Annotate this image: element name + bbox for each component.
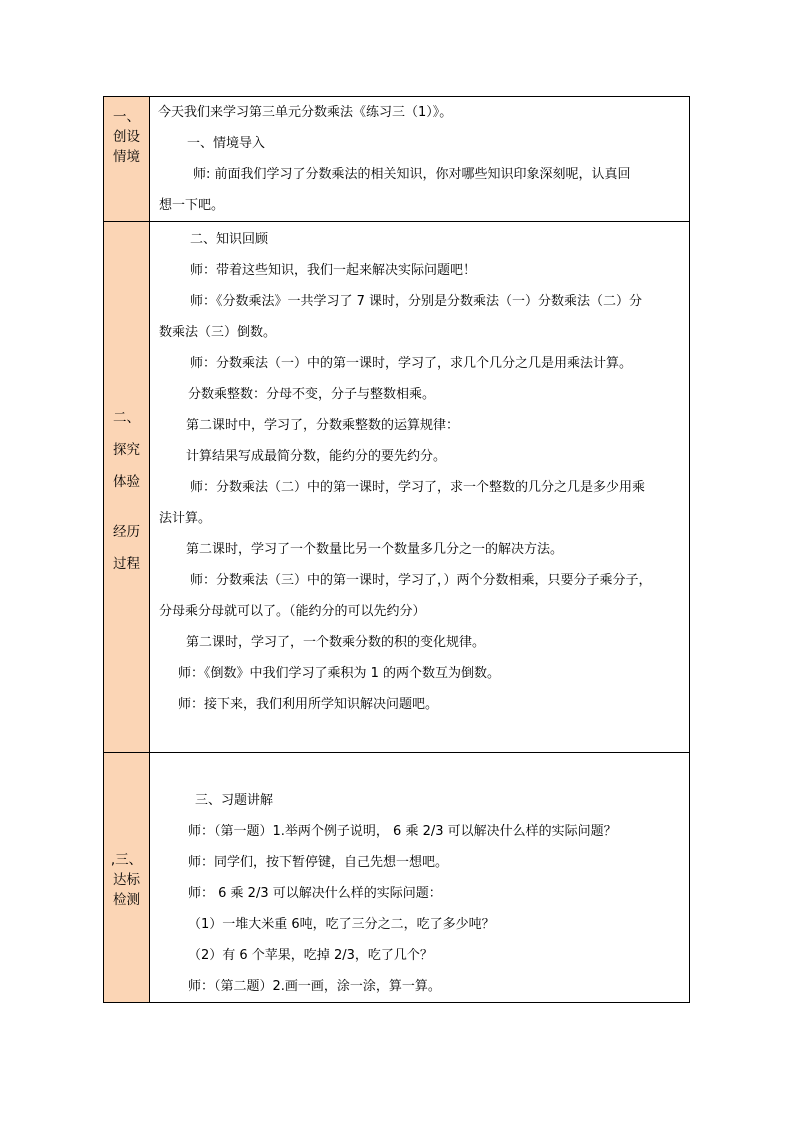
section-label-line: 探究 (113, 442, 140, 458)
example-line: （1）一堆大米重 6吨，吃了三分之二，吃了多少吨？ (188, 917, 495, 932)
subheading: 一、情境导入 (187, 136, 266, 151)
section-row-3 (104, 753, 690, 1003)
example-line: （2）有 6 个苹果，吃掉 2/3，吃了几个？ (188, 948, 433, 963)
teacher-line: 师：分数乘法（一）中的第一课时，学习了，求几个几分之几是用乘法计算。 (190, 356, 633, 371)
section-label-number: 一、 (113, 109, 140, 125)
teacher-line: 师：同学们，按下暂停键，自己先想一想吧。 (188, 855, 449, 870)
section-label-line: 过程 (113, 556, 140, 572)
section-label-cell (104, 222, 150, 753)
section-content-cell (150, 222, 690, 753)
teacher-line: 师： 6 乘 2/3 可以解决什么样的实际问题： (188, 886, 442, 901)
section-label-number: ,三、 (110, 852, 143, 868)
section-label-line: 经历 (113, 524, 140, 540)
teacher-line: 师：《倒数》中我们学习了乘积为 1 的两个数互为倒数。 (178, 666, 501, 681)
section-label-line: 创设 (113, 129, 140, 145)
teacher-line: 师：（第二题）2.画一画，涂一涂，算一算。 (188, 979, 441, 994)
teacher-line-continued: 想一下吧。 (159, 198, 225, 213)
lesson-plan-table (103, 96, 690, 1003)
teacher-line-continued: 数乘法（三）倒数。 (159, 325, 277, 340)
subheading: 二、知识回顾 (190, 232, 269, 247)
section-label-line: 达标 (113, 872, 140, 888)
section-content-cell (150, 753, 690, 1003)
section-row-2 (104, 222, 690, 753)
teacher-line: 师: 前面我们学习了分数乘法的相关知识，你对哪些知识印象深刻呢，认真回 (193, 167, 631, 182)
teacher-line-continued: 分母乘分母就可以了。（能约分的可以先约分） (159, 604, 426, 619)
teacher-line: 师：带着这些知识，我们一起来解决实际问题吧！ (190, 263, 477, 278)
content-line: 第二课时，学习了一个数量比另一个数量多几分之一的解决方法。 (186, 542, 564, 557)
teacher-line: 师：（第一题）1.举两个例子说明， 6 乘 2/3 可以解决什么样的实际问题？ (188, 824, 617, 839)
section-label-number: 二、 (113, 410, 140, 426)
content-line: 第二课时中，学习了，分数乘整数的运算规律： (186, 418, 460, 433)
section-label-cell (104, 753, 150, 1003)
content-line: 计算结果写成最简分数，能约分的要先约分。 (186, 449, 447, 464)
teacher-line: 师：分数乘法（三）中的第一课时，学习了，）两个分数相乘，只要分子乘分子， (190, 573, 652, 588)
content-line: 第二课时，学习了，一个数乘分数的积的变化规律。 (186, 635, 486, 650)
subheading: 三、习题讲解 (195, 793, 274, 808)
section-label-line: 体验 (113, 474, 140, 490)
teacher-line-continued: 法计算。 (159, 511, 212, 526)
section-content-cell (150, 97, 690, 222)
intro-text: 今天我们来学习第三单元分数乘法《练习三（1）》。 (158, 105, 453, 120)
section-label-line: 情境 (113, 149, 140, 165)
teacher-line: 师：接下来，我们利用所学知识解决问题吧。 (178, 697, 439, 712)
section-label-line: 检测 (113, 892, 140, 908)
section-row-1 (104, 97, 690, 222)
teacher-line: 师：分数乘法（二）中的第一课时，学习了，求一个整数的几分之几是多少用乘 (190, 480, 646, 495)
content-line: 分数乘整数：分母不变，分子与整数相乘。 (188, 387, 436, 402)
section-label-cell (104, 97, 150, 222)
teacher-line: 师：《分数乘法》一共学习了 7 课时，分别是分数乘法（一）分数乘法（二）分 (190, 294, 643, 309)
